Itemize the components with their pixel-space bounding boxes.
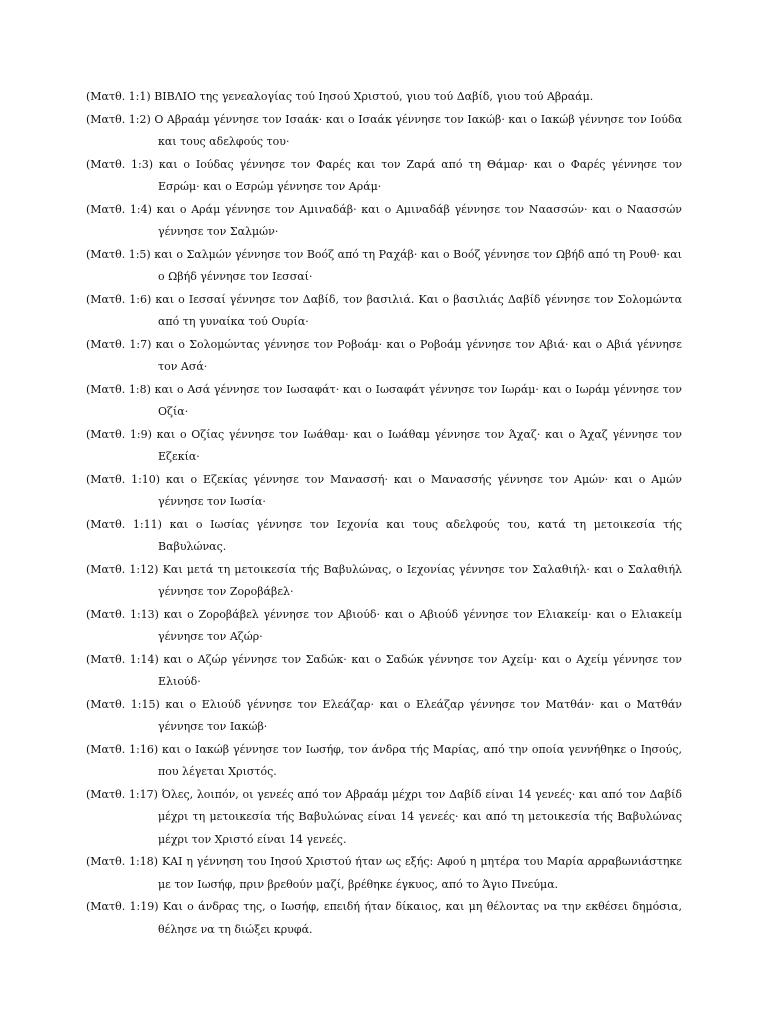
verse-reference: (Ματθ. 1:3) — [86, 157, 154, 171]
verse-text: και ο Ασά γέννησε τον Ιωσαφάτ· και ο Ιωσαφάτ γέννησε τον Ιωράμ· και ο Ιωράμ γέννησε τον Οζία· — [154, 382, 682, 418]
verse-paragraph — [86, 469, 682, 514]
verse-reference: (Ματθ. 1:12) — [86, 562, 159, 576]
verse-paragraph — [86, 694, 682, 739]
verse-reference: (Ματθ. 1:8) — [86, 382, 151, 396]
verse-reference: (Ματθ. 1:4) — [86, 202, 152, 216]
verse-text: και ο Ιεσσαί γέννησε τον Δαβίδ, τον βασιλιά. Και ο βασιλιάς Δαβίδ γέννησε τον Σολομώντα από τη γυναίκα τού Ουρία· — [155, 292, 682, 328]
verse-text: Όλες, λοιπόν, οι γενεές από τον Αβραάμ μέχρι τον Δαβίδ είναι 14 γενεές· και από τον Δαβίδ μέχρι τη μετοικεσία τής Βαβυλώνας είναι 14 γενεές· και από τη μετοικεσία τής Βαβυλώνας μέχρι τον Χριστό είναι 14 γενεές. — [158, 787, 683, 846]
verse-paragraph — [86, 514, 682, 559]
verse-paragraph — [86, 154, 682, 199]
verse-text: και ο Ελιούδ γέννησε τον Ελεάζαρ· και ο Ελεάζαρ γέννησε τον Ματθάν· και ο Ματθάν γέννησε τον Ιακώβ· — [158, 697, 682, 733]
verse-text: και ο Εζεκίας γέννησε τον Μανασσή· και ο Μανασσής γέννησε τον Αμών· και ο Αμών γέννησε τον Ιωσία· — [158, 472, 682, 508]
verse-paragraph — [86, 649, 682, 694]
verse-paragraph — [86, 604, 682, 649]
verse-paragraph — [86, 896, 682, 941]
document-body — [86, 86, 682, 941]
verse-reference: (Ματθ. 1:7) — [86, 337, 152, 351]
verse-text: και ο Ιωσίας γέννησε τον Ιεχονία και τους αδελφούς του, κατά τη μετοικεσία τής Βαβυλώνας. — [158, 517, 682, 553]
verse-paragraph — [86, 244, 682, 289]
verse-text: και ο Οζίας γέννησε τον Ιωάθαμ· και ο Ιωάθαμ γέννησε τον Άχαζ· και ο Άχαζ γέννησε τον Εζεκία· — [156, 427, 682, 463]
verse-text: Και ο άνδρας της, ο Ιωσήφ, επειδή ήταν δίκαιος, και μη θέλοντας να την εκθέσει δημόσια, θέλησε να τη διώξει κρυφά. — [158, 900, 682, 936]
verse-paragraph — [86, 784, 682, 852]
verse-text: και ο Ιούδας γέννησε τον Φαρές και τον Ζαρά από τη Θάμαρ· και ο Φαρές γέννησε τον Εσρώμ· και ο Εσρώμ γέννησε τον Αράμ· — [158, 157, 683, 193]
verse-reference: (Ματθ. 1:13) — [86, 607, 159, 621]
verse-text: και ο Αζώρ γέννησε τον Σαδώκ· και ο Σαδώκ γέννησε τον Αχείμ· και ο Αχείμ γέννησε τον Ελιούδ· — [158, 652, 682, 688]
verse-reference: (Ματθ. 1:16) — [86, 742, 159, 756]
verse-paragraph — [86, 424, 682, 469]
verse-text: O Αβραάμ γέννησε τον Ισαάκ· και ο Ισαάκ γέννησε τον Ιακώβ· και ο Ιακώβ γέννησε τον Ιούδα και τους αδελφούς του· — [154, 112, 682, 148]
verse-paragraph — [86, 289, 682, 334]
verse-reference: (Ματθ. 1:15) — [86, 697, 160, 711]
verse-paragraph — [86, 199, 682, 244]
verse-reference: (Ματθ. 1:9) — [86, 427, 152, 441]
verse-reference: (Ματθ. 1:19) — [86, 900, 159, 913]
verse-paragraph — [86, 559, 682, 604]
verse-text: και ο Σολομώντας γέννησε τον Ροβοάμ· και ο Ροβοάμ γέννησε τον Αβιά· και ο Αβιά γέννησε τον Ασά· — [155, 337, 682, 373]
verse-text: ΚΑΙ η γέννηση του Ιησού Χριστού ήταν ως εξής: Αφού η μητέρα του Μαρία αρραβωνιάστηκε με τον Ιωσήφ, πριν βρεθούν μαζί, βρέθηκε έγκυος, από το Άγιο Πνεύμα. — [158, 855, 683, 891]
verse-text: Και μετά τη μετοικεσία τής Βαβυλώνας, ο Ιεχονίας γέννησε τον Σαλαθιήλ· και ο Σαλαθιήλ γέννησε τον Ζοροβάβελ· — [158, 562, 683, 598]
verse-reference: (Ματθ. 1:10) — [86, 472, 161, 486]
verse-text: και ο Σαλμών γέννησε τον Βοόζ από τη Ραχάβ· και ο Βοόζ γέννησε τον Ωβήδ από τη Ρουθ· και ο Ωβήδ γέννησε τον Ιεσσαί· — [154, 247, 682, 283]
verse-reference: (Ματθ. 1:5) — [86, 247, 151, 261]
verse-paragraph — [86, 86, 682, 109]
verse-paragraph — [86, 851, 682, 896]
verse-text: και ο Αράμ γέννησε τον Αμιναδάβ· και ο Αμιναδάβ γέννησε τον Ναασσών· και ο Ναασσών γέννησε τον Σαλμών· — [156, 202, 682, 238]
verse-reference: (Ματθ. 1:17) — [86, 787, 158, 801]
verse-paragraph — [86, 109, 682, 154]
verse-paragraph — [86, 334, 682, 379]
verse-reference: (Ματθ. 1:6) — [86, 292, 152, 306]
verse-reference: (Ματθ. 1:1) — [86, 90, 151, 103]
verse-paragraph — [86, 739, 682, 784]
verse-reference: (Ματθ. 1:14) — [86, 652, 159, 666]
verse-paragraph — [86, 379, 682, 424]
verse-reference: (Ματθ. 1:11) — [86, 517, 162, 531]
verse-text: και ο Ιακώβ γέννησε τον Ιωσήφ, τον άνδρα τής Μαρίας, από την οποία γεννήθηκε ο Ιησούς, που λέγεται Χριστός. — [158, 742, 682, 778]
verse-text: και ο Ζοροβάβελ γέννησε τον Αβιούδ· και ο Αβιούδ γέννησε τον Ελιακείμ· και ο Ελιακείμ γέννησε τον Αζώρ· — [158, 607, 682, 643]
verse-reference: (Ματθ. 1:18) — [86, 855, 159, 868]
verse-reference: (Ματθ. 1:2) — [86, 112, 151, 126]
verse-text: ΒΙΒΛΙΟ της γενεαλογίας τού Ιησού Χριστού, γιου τού Δαβίδ, γιου τού Αβραάμ. — [154, 90, 594, 103]
